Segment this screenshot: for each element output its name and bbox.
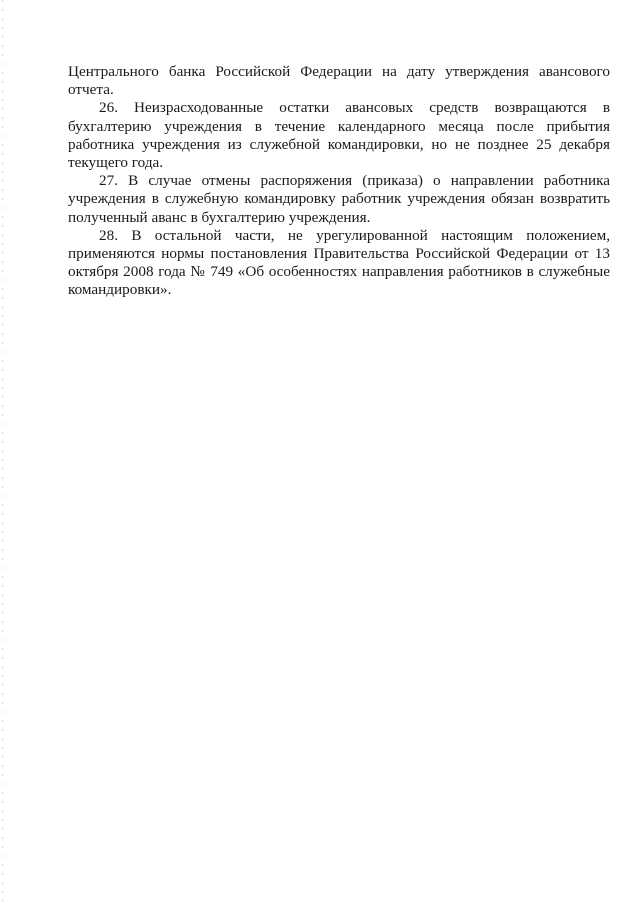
paragraph-item-27: 27. В случае отмены распоряжения (приказа) о направлении работника учреждения в служебную командировку работник учреждения обязан возвратить полученный аванс в бухгалтерию учреждения. (68, 172, 610, 226)
document-body (68, 63, 610, 300)
paragraph-item-28: 28. В остальной части, не урегулированной настоящим положением, применяются нормы постановления Правительства Российской Федерации от 13 октября 2008 года № 749 «Об особенностях направления работников в служебные командировки». (68, 226, 610, 299)
paragraph-item-26: 26. Неизрасходованные остатки авансовых средств возвращаются в бухгалтерию учреждения в течение календарного месяца после прибытия работника учреждения из служебной командировки, но не позднее 25 декабря текущего года. (68, 99, 610, 172)
paragraph-continuation: Центрального банка Российской Федерации на дату утверждения авансового отчета. (68, 63, 610, 99)
scan-edge-marks (2, 0, 3, 905)
